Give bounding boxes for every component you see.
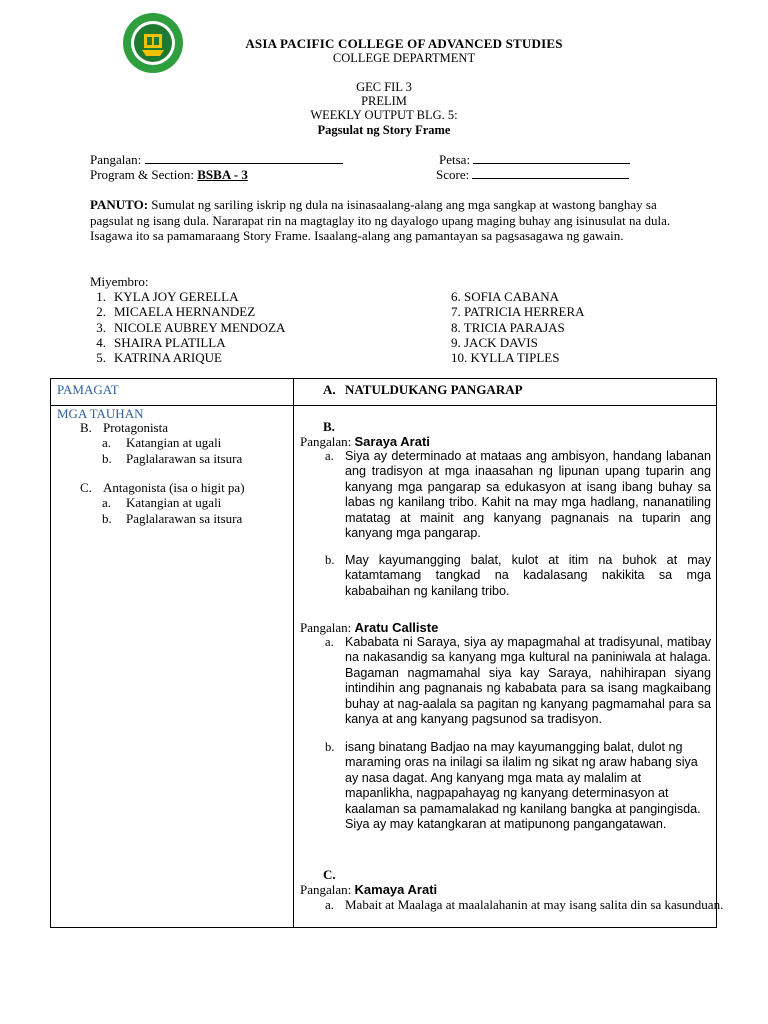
antagonist-appearance: Paglalarawan sa itsura <box>126 511 243 526</box>
name-field[interactable] <box>90 152 343 168</box>
member-item: 10. KYLLA TIPLES <box>451 350 560 366</box>
list-marker: b. <box>102 451 112 466</box>
name-label: Pangalan: <box>300 434 352 449</box>
character-1-name-row <box>300 434 430 450</box>
member-item: 3. NICOLE AUBREY MENDOZA <box>96 319 286 335</box>
protagonist-heading: Protagonista <box>103 420 168 435</box>
name-label: Pangalan: <box>300 882 352 897</box>
topic-title: Pagsulat ng Story Frame <box>317 123 451 137</box>
story-title: NATULDUKANG PANGARAP <box>345 382 523 397</box>
section-c-label: C. <box>323 867 336 882</box>
score-field[interactable] <box>436 167 629 183</box>
name-label: Pangalan: <box>90 152 142 167</box>
character-3-traits: a. Mabait at Maalaga at maalalahanin at may isang salita din sa kasunduan. <box>325 897 724 912</box>
program-label: Program & Section: <box>90 167 194 182</box>
characters-header: MGA TAUHAN <box>57 406 144 421</box>
school-name: ASIA PACIFIC COLLEGE OF ADVANCED STUDIES <box>245 36 563 51</box>
list-marker: b. <box>102 511 112 526</box>
character-3-name-row <box>300 882 437 898</box>
title-header: PAMAGAT <box>57 382 119 397</box>
character-2-traits: a. Kababata ni Saraya, siya ay mapagmahal at tradisyunal, matibay na nakasandig sa kanyang mga kultural na paniniwala at halaga. Bagaman nagmamahal siya kay Saraya, nahihirapan siyang intindihin ang pagnanais ng kababata para sa isang magkaibang buhay at nag-aalala sa pagitan ng kanyang pagmamahal para sa kanya at ang kanyang pagsunod sa tradisyon. <box>325 635 711 727</box>
date-blank-line[interactable] <box>473 152 630 164</box>
character-1-traits: a. Siya ay determinado at mataas ang ambisyon, handang labanan ang tradisyon at mga inaasahan ng lipunan upang tuparin ang kanyang mga pangarap sa edukasyon at isang ibang buhay sa labas ng kanilang tribo. Kahit na may mga hadlang, nananatiling matatag at mainit ang kanyang pagnanais na tuparin ang kanyang mga pangarap. <box>325 449 711 541</box>
score-blank-line[interactable] <box>472 167 629 179</box>
list-marker: a. <box>102 495 112 510</box>
output-label: WEEKLY OUTPUT BLG. 5: <box>310 108 458 122</box>
character-3-name: Kamaya Arati <box>354 882 438 897</box>
members-list-left <box>78 289 285 365</box>
member-item: 4. SHAIRA PLATILLA <box>96 334 226 350</box>
program-value: BSBA - 3 <box>197 167 248 182</box>
protagonist-letter: B. <box>80 420 92 435</box>
protagonist-traits: Katangian at ugali <box>126 435 222 450</box>
score-label: Score: <box>436 167 470 182</box>
character-1-appearance: b. May kayumangging balat, kulot at itim na buhok at may katamtamang tangkad na kadalasang nakikita sa mga kababaihan ng kanilang tribo. <box>325 553 711 598</box>
antagonist-letter: C. <box>80 480 92 495</box>
instructions <box>90 197 680 244</box>
term-label: PRELIM <box>361 94 407 108</box>
member-item: 1. KYLA JOY GERELLA <box>96 289 239 304</box>
name-label: Pangalan: <box>300 620 352 635</box>
member-item: 6. SOFIA CABANA <box>451 289 559 304</box>
date-field[interactable] <box>439 152 630 168</box>
character-2-appearance: b. isang binatang Badjao na may kayumangging balat, dulot ng maraming oras na inilagi sa ilalim ng sikat ng araw habang siya ay nasa dagat. Ang kanyang mga mata ay malalim at mapanlikha, nagpapahayag ng kanyang determinasyon at kaalaman sa pamamalakad ng kanilang bangka at pangingisda. Siya ay may katangkaran at matipunong pangangatawan. <box>325 740 701 832</box>
member-item: 5. KATRINA ARIQUE <box>96 350 222 366</box>
protagonist-appearance: Paglalarawan sa itsura <box>126 451 243 466</box>
member-item: 9. JACK DAVIS <box>451 334 538 350</box>
character-1-name: Saraya Arati <box>354 434 430 449</box>
list-marker: a. <box>102 435 112 450</box>
story-frame-table <box>50 378 724 928</box>
section-b-label: B. <box>323 419 335 434</box>
column-divider <box>293 379 294 927</box>
member-item: 7. PATRICIA HERRERA <box>451 304 585 320</box>
row-divider <box>51 405 716 406</box>
course-code: GEC FIL 3 <box>356 80 412 94</box>
member-item: 8. TRICIA PARAJAS <box>451 319 565 335</box>
title-letter: A. <box>323 382 336 397</box>
date-label: Petsa: <box>439 152 471 167</box>
department-name: COLLEGE DEPARTMENT <box>332 51 476 65</box>
character-2-name-row <box>300 620 438 636</box>
character-2-name: Aratu Calliste <box>354 620 439 635</box>
antagonist-traits: Katangian at ugali <box>126 495 222 510</box>
instructions-label: PANUTO: <box>90 197 149 212</box>
members-list-right <box>451 289 585 365</box>
members-label: Miyembro: <box>90 274 149 289</box>
instructions-text: Sumulat ng sariling iskrip ng dula na isinasaalang-alang ang mga sangkap at wastong banghay sa pagsulat ng isang dula. Nararapat rin na magtaglay ito ng dayalogo upang maging buhay ang isinusulat na dula. Isagawa ito sa pamamaraang Story Frame. Isaalang-alang ang pamantayan sa pagsasagawa ng gawain. <box>90 197 671 243</box>
name-blank-line[interactable] <box>145 152 343 164</box>
program-field <box>90 167 248 183</box>
member-item: 2. MICAELA HERNANDEZ <box>96 304 256 320</box>
antagonist-heading: Antagonista (isa o higit pa) <box>103 480 245 495</box>
